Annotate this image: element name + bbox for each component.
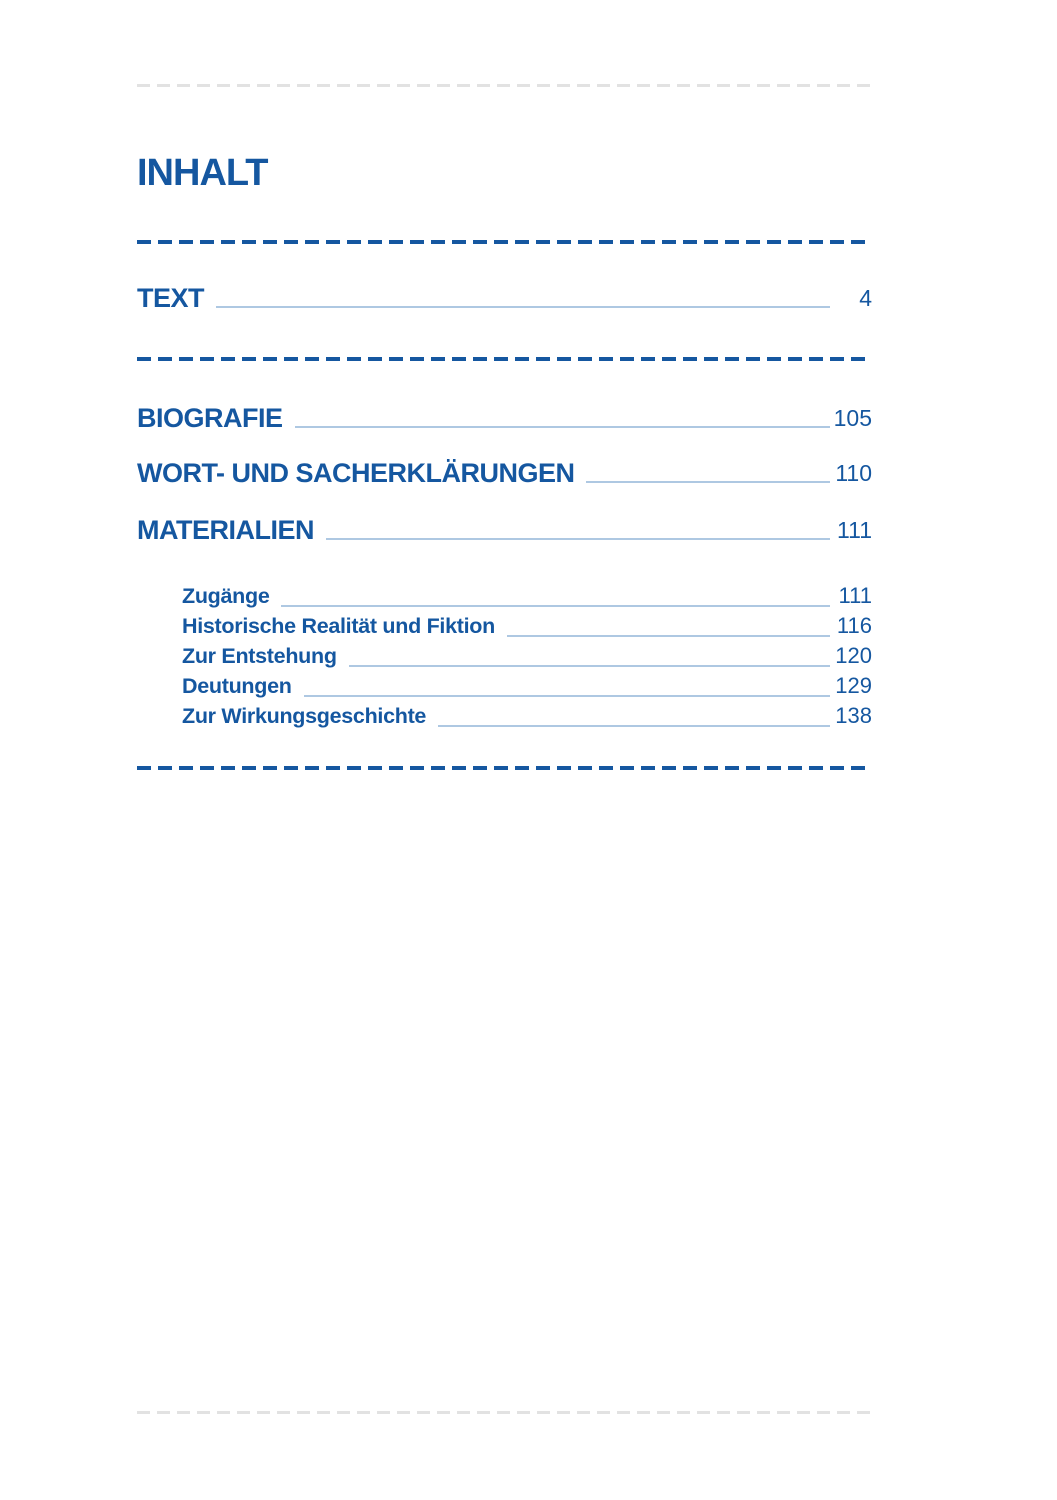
page-number: 120 — [835, 643, 872, 668]
dashed-divider — [137, 766, 872, 770]
leader-line — [349, 665, 830, 667]
toc-entry-materialien[interactable] — [137, 515, 872, 545]
toc-entry-label: BIOGRAFIE — [137, 403, 283, 433]
toc-entry-zugaenge[interactable] — [182, 581, 872, 611]
page-number: 111 — [837, 517, 872, 543]
leader-line — [216, 306, 830, 308]
leader-line — [326, 538, 830, 540]
toc-entry-label: Zur Entstehung — [182, 644, 337, 668]
toc-entry-biografie[interactable] — [137, 403, 872, 433]
page-number: 4 — [859, 285, 872, 311]
dashed-divider-top — [137, 84, 872, 87]
leader-line — [281, 605, 830, 607]
leader-line — [507, 635, 830, 637]
toc-entry-text[interactable] — [137, 283, 872, 313]
leader-line — [295, 426, 830, 428]
toc-entry-label: WORT- UND SACHERKLÄRUNGEN — [137, 458, 575, 488]
toc-entry-historische-realitaet-und-fiktion[interactable] — [182, 611, 872, 641]
toc-entry-label: TEXT — [137, 283, 205, 313]
dashed-divider-bottom — [137, 1411, 872, 1414]
page-title: INHALT — [137, 152, 268, 195]
leader-line — [438, 725, 830, 727]
toc-entry-label: Zur Wirkungsgeschichte — [182, 704, 427, 728]
toc-entry-label: Historische Realität und Fiktion — [182, 614, 495, 638]
toc-entry-deutungen[interactable] — [182, 671, 872, 701]
toc-entry-label: Deutungen — [182, 674, 292, 698]
page-number: 138 — [835, 703, 872, 728]
toc-entry-zur-wirkungsgeschichte[interactable] — [182, 701, 872, 731]
leader-line — [304, 695, 830, 697]
page-number: 105 — [833, 405, 872, 431]
toc-entry-label: MATERIALIEN — [137, 515, 314, 545]
page-number: 129 — [835, 673, 872, 698]
dashed-divider — [137, 357, 872, 361]
page-number: 110 — [835, 460, 872, 486]
toc-sub-list — [182, 581, 872, 731]
toc-entry-label: Zugänge — [182, 584, 270, 608]
toc-entry-zur-entstehung[interactable] — [182, 641, 872, 671]
page-number: 111 — [838, 583, 872, 608]
page-number: 116 — [836, 613, 872, 638]
leader-line — [586, 481, 830, 483]
toc-entry-wort-und-sacherklaerungen[interactable] — [137, 458, 872, 488]
dashed-divider — [137, 240, 872, 244]
